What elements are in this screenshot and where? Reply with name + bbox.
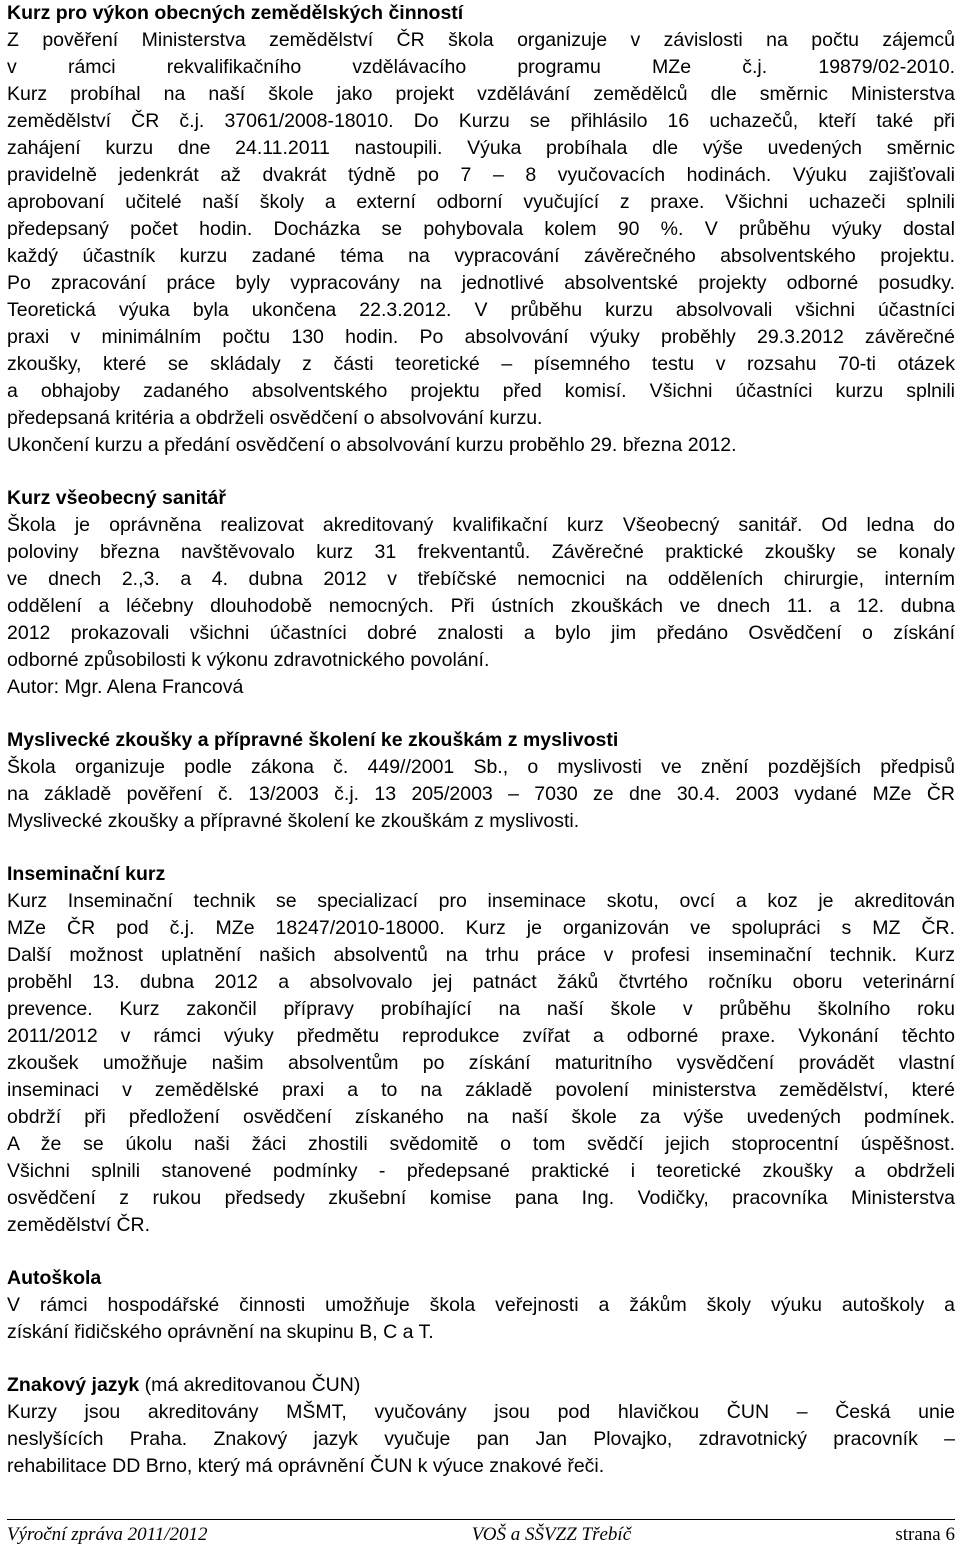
text-line: V rámci hospodářské činnosti umožňuje škola veřejnosti a žákům školy výuku autoškoly a [7,1294,955,1316]
section [7,0,955,459]
text-line: Kurz probíhal na naší škole jako projekt vzdělávání zemědělců dle směrnic Ministerstva [7,83,955,105]
section-paragraph [7,512,955,701]
text-line: prevence. Kurz zakončil přípravy probíhající na naší škole v průběhu školního roku [7,998,955,1020]
text-line: Po zpracování práce byly vypracovány na jednotlivé absolventské projekty odborné posudky. [7,272,955,294]
text-line: Z pověření Ministerstva zemědělství ČR škola organizuje v závislosti na počtu zájemců [7,29,955,51]
section-heading-text: Kurz pro výkon obecných zemědělských činností [7,2,464,24]
text-line: zemědělství ČR. [7,1214,151,1236]
section-heading [7,0,955,27]
text-line: Teoretická výuka byla ukončena 22.3.2012. V průběhu kurzu absolvovali všichni účastníci [7,299,955,321]
section-paragraph [7,754,955,835]
text-line: předepsaná kritéria a obdrželi osvědčení o absolvování kurzu. [7,407,543,429]
text-line: Kurzy jsou akreditovány MŠMT, vyučovány jsou pod hlavičkou ČUN – Česká unie [7,1401,955,1423]
text-line: na základě pověření č. 13/2003 č.j. 13 205/2003 – 7030 ze dne 30.4. 2003 vydané MZe ČR [7,783,955,805]
page-footer [7,1519,955,1547]
text-line: 2011/2012 v rámci výuky předmětu reprodukce zvířat a odborné praxe. Vykonání těchto [7,1025,955,1047]
text-line: ve dnech 2.,3. a 4. dubna 2012 v třebíčské nemocnici na odděleních chirurgie, interním [7,568,955,590]
document-body [7,0,955,1480]
text-line: neslyšících Praha. Znakový jazyk vyučuje pan Jan Plovajko, zdravotnický pracovník – [7,1428,955,1450]
section-heading-text: Autoškola [7,1267,102,1289]
document-page [7,0,955,1480]
text-line: odborné způsobilosti k výkonu zdravotnického povolání. [7,649,490,671]
section-heading-text: Kurz všeobecný sanitář [7,487,226,509]
text-line: Ukončení kurzu a předání osvědčení o absolvování kurzu proběhlo 29. března 2012. [7,434,737,456]
section-heading-note: (má akreditovanou ČUN) [139,1374,361,1396]
text-line: A že se úkolu naši žáci zhostili svědomitě o tom svědčí jejich stoprocentní úspěšnost. [7,1133,955,1155]
footer-school-name: VOŠ a SŠVZZ Třebíč [471,1524,632,1545]
section [7,1372,955,1480]
section-heading-text: Myslivecké zkoušky a přípravné školení ke zkouškám z myslivosti [7,729,619,751]
text-line: obdrží při předložení osvědčení získaného na naší škole za výše uvedených podmínek. [7,1106,955,1128]
text-line: Další možnost uplatnění našich absolventů na trhu práce v profesi inseminační technik. Kurz [7,944,955,966]
text-line: proběhl 13. dubna 2012 a absolvovalo jej patnáct žáků čtvrtého ročníku oboru veterinární [7,971,955,993]
text-line: Škola organizuje podle zákona č. 449//2001 Sb., o myslivosti ve znění pozdějších předpisů [7,756,955,778]
section-spacer [7,701,955,727]
text-line: rehabilitace DD Brno, který má oprávnění ČUN k výuce znakové řeči. [7,1455,605,1477]
text-line: zahájení kurzu dne 24.11.2011 nastoupili. Výuka probíhala dle výše uvedených směrnic [7,137,955,159]
text-line: zkoušek umožňuje našim absolventům po získání maturitního vysvědčení provádět vlastní [7,1052,955,1074]
section-paragraph [7,27,955,459]
text-line: Kurz Inseminační technik se specializací pro inseminace skotu, ovcí a koz je akreditován [7,890,955,912]
section-paragraph [7,1399,955,1480]
footer-page-number: strana 6 [895,1524,955,1545]
text-line: osvědčení z rukou předsedy zkušební komise pana Ing. Vodičky, pracovníka Ministerstva [7,1187,955,1209]
text-line: Autor: Mgr. Alena Francová [7,676,244,698]
text-line: praxi v minimálním počtu 130 hodin. Po absolvování výuky proběhly 29.3.2012 závěrečné [7,326,955,348]
section-spacer [7,1239,955,1265]
section-heading-text: Znakový jazyk [7,1374,140,1396]
text-line: inseminaci v zemědělské praxi a to na základě povolení ministerstva zemědělství, které [7,1079,955,1101]
section-heading [7,861,955,888]
section-paragraph [7,1292,955,1346]
text-line: pravidelně jedenkrát až dvakrát týdně po 7 – 8 vyučovacích hodinách. Výuku zajišťovali [7,164,955,186]
text-line: aprobovaní učitelé naší školy a externí odborní vyučující z praxe. Všichni uchazeči splnili [7,191,955,213]
text-line: MZe ČR pod č.j. MZe 18247/2010-18000. Kurz je organizován ve spolupráci s MZ ČR. [7,917,955,939]
text-line: Všichni splnili stanovené podmínky - předepsané praktické i teoretické zkoušky a obdrželi [7,1160,955,1182]
section-spacer [7,835,955,861]
section [7,861,955,1239]
text-line: Myslivecké zkoušky a přípravné školení ke zkouškám z myslivosti. [7,810,580,832]
section-heading-text: Inseminační kurz [7,863,166,885]
section-heading [7,485,955,512]
section-heading [7,727,955,754]
text-line: v rámci rekvalifikačního vzdělávacího programu MZe č.j. 19879/02-2010. [7,56,955,78]
text-line: poloviny března navštěvovalo kurz 31 frekventantů. Závěrečné praktické zkoušky se konaly [7,541,955,563]
text-line: získání řidičského oprávnění na skupinu B, C a T. [7,1321,434,1343]
section [7,485,955,701]
section-paragraph [7,888,955,1239]
text-line: 2012 prokazovali všichni účastníci dobré znalosti a bylo jim předáno Osvědčení o získání [7,622,955,644]
section-heading [7,1265,955,1292]
text-line: Škola je oprávněna realizovat akreditovaný kvalifikační kurz Všeobecný sanitář. Od ledna do [7,514,955,536]
text-line: předepsaný počet hodin. Docházka se pohybovala kolem 90 %. V průběhu výuky dostal [7,218,955,240]
footer-report-title: Výroční zpráva 2011/2012 [7,1524,208,1545]
text-line: a obhajoby zadaného absolventského projektu před komisí. Všichni účastníci kurzu splnili [7,380,955,402]
section [7,1265,955,1346]
text-line: každý účastník kurzu zadané téma na vypracování závěrečného absolventského projektu. [7,245,955,267]
text-line: zemědělství ČR č.j. 37061/2008-18010. Do Kurzu se přihlásilo 16 uchazečů, kteří také při [7,110,955,132]
section-spacer [7,1346,955,1372]
section-heading [7,1372,955,1399]
text-line: oddělení a léčebny dlouhodobě nemocných. Při ústních zkouškách ve dnech 11. a 12. dubna [7,595,955,617]
section-spacer [7,459,955,485]
text-line: zkoušky, které se skládaly z části teoretické – písemného testu v rozsahu 70-ti otázek [7,353,955,375]
section [7,727,955,835]
